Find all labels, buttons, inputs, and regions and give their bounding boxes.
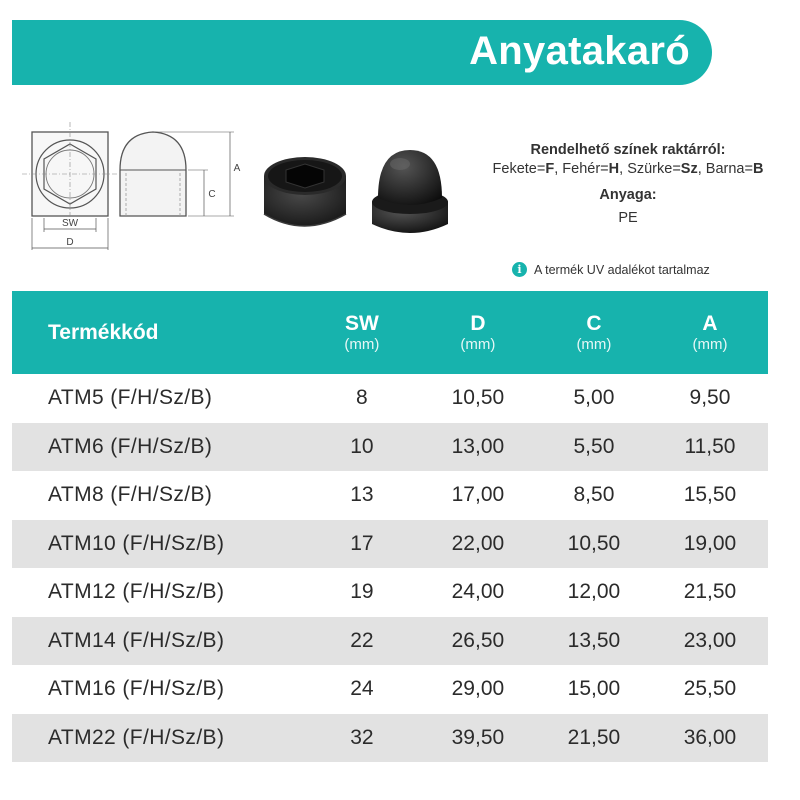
header-unit: (mm) [692, 335, 728, 353]
product-code: ATM8 (F/H/Sz/B) [48, 483, 213, 507]
d-value: 22,00 [451, 531, 505, 555]
product-code: ATM14 (F/H/Sz/B) [48, 628, 225, 652]
sw-value: 32 [350, 725, 374, 749]
color-code: Sz [680, 161, 698, 177]
header-c [536, 312, 652, 354]
color-code: B [752, 161, 764, 177]
d-value: 13,00 [451, 434, 505, 458]
color-name: Barna [705, 161, 745, 177]
a-value: 11,50 [684, 434, 736, 458]
table-row [12, 471, 768, 520]
a-value: 25,50 [683, 677, 737, 701]
d-value: 39,50 [451, 725, 505, 749]
sw-value: 10 [350, 434, 374, 458]
table-header [12, 291, 768, 374]
d-value: 24,00 [451, 580, 505, 604]
product-table [12, 291, 768, 762]
header-d [420, 312, 536, 354]
table-row [12, 423, 768, 472]
header-title: C [586, 311, 602, 335]
d-value: 26,50 [451, 628, 505, 652]
header-unit: (mm) [576, 335, 612, 353]
technical-drawing [22, 118, 252, 263]
colors-heading: Rendelhető színek raktárról: [530, 142, 726, 158]
header-unit: (mm) [344, 335, 380, 353]
color-name: Fehér [562, 161, 601, 177]
color-code: H [608, 161, 620, 177]
c-value: 21,50 [567, 725, 621, 749]
a-label: A [233, 163, 241, 174]
a-value: 9,50 [689, 386, 731, 410]
product-photo [250, 140, 470, 250]
header-a [652, 312, 768, 354]
product-code: ATM5 (F/H/Sz/B) [48, 386, 213, 410]
material-label: Anyaga: [599, 187, 657, 203]
table-row [12, 374, 768, 423]
c-value: 5,50 [573, 434, 615, 458]
table-row [12, 568, 768, 617]
page-title: Anyatakaró [469, 29, 690, 73]
product-code: ATM12 (F/H/Sz/B) [48, 580, 225, 604]
sw-value: 22 [350, 628, 374, 652]
header-code: Termékkód [48, 320, 159, 344]
title-banner [12, 20, 712, 85]
color-codes: Fekete=F, Fehér=H, Szürke=Sz, Barna=B [492, 161, 764, 177]
header-title: SW [344, 311, 379, 335]
c-value: 13,50 [567, 628, 621, 652]
info-icon: i [512, 262, 527, 277]
product-code: ATM10 (F/H/Sz/B) [48, 531, 225, 555]
d-value: 29,00 [451, 677, 505, 701]
header-sw [304, 312, 420, 354]
c-value: 5,00 [573, 386, 615, 410]
table-row [12, 714, 768, 763]
uv-note-text: A termék UV adalékot tartalmaz [534, 262, 710, 277]
sw-value: 24 [350, 677, 374, 701]
sw-value: 19 [350, 580, 374, 604]
sw-value: 8 [356, 386, 368, 410]
color-name: Szürke [627, 161, 673, 177]
info-block [468, 142, 788, 226]
open-cap-image [264, 157, 346, 226]
color-name: Fekete [492, 161, 537, 177]
table-row [12, 520, 768, 569]
header-title: A [702, 311, 718, 335]
header-unit: (mm) [460, 335, 496, 353]
product-code: ATM16 (F/H/Sz/B) [48, 677, 225, 701]
c-value: 12,00 [567, 580, 621, 604]
sw-label: SW [61, 218, 79, 229]
sw-value: 17 [350, 531, 374, 555]
color-code: F [545, 161, 555, 177]
product-code: ATM6 (F/H/Sz/B) [48, 434, 213, 458]
a-value: 19,00 [683, 531, 737, 555]
a-value: 36,00 [683, 725, 737, 749]
c-value: 10,50 [567, 531, 621, 555]
table-row [12, 665, 768, 714]
closed-cap-image [372, 150, 448, 233]
header-title: D [470, 311, 486, 335]
material-value: PE [618, 210, 638, 226]
c-value: 15,00 [567, 677, 621, 701]
c-label: C [208, 189, 216, 200]
a-value: 23,00 [683, 628, 737, 652]
sw-value: 13 [350, 483, 374, 507]
d-value: 17,00 [451, 483, 505, 507]
a-value: 21,50 [683, 580, 737, 604]
d-value: 10,50 [451, 386, 505, 410]
d-label: D [66, 237, 74, 248]
table-row [12, 617, 768, 666]
a-value: 15,50 [683, 483, 737, 507]
product-code: ATM22 (F/H/Sz/B) [48, 725, 225, 749]
c-value: 8,50 [573, 483, 615, 507]
uv-note [512, 262, 710, 277]
